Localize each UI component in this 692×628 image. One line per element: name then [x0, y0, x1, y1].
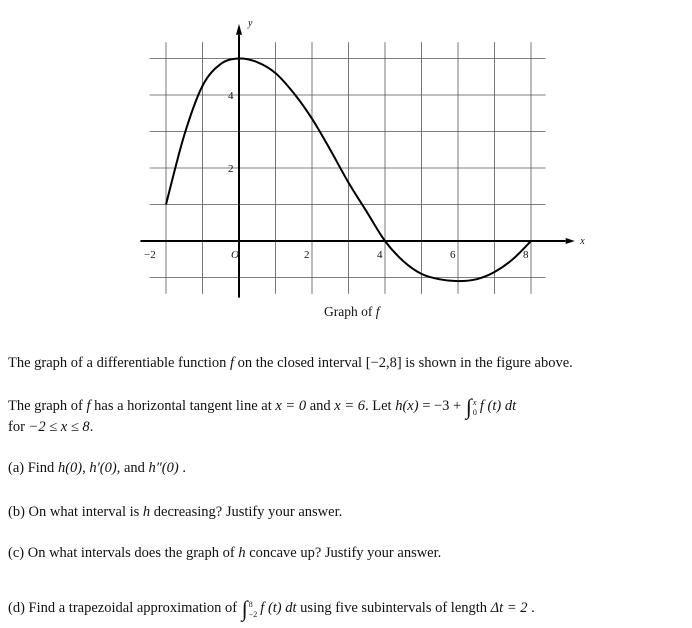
- integral-sign: ∫: [465, 394, 472, 419]
- y-tick-label: 2: [228, 163, 234, 175]
- grid: [150, 42, 546, 294]
- integral-limits: 8 −2: [248, 599, 258, 619]
- y-axis-label: y: [248, 17, 253, 29]
- problem-line-3: for −2 ≤ x ≤ 8.: [8, 419, 94, 435]
- part-b: (b) On what interval is h decreasing? Justify your answer.: [8, 504, 343, 520]
- part-d: (d) Find a trapezoidal approximation of ∫ 8 −2 f (t) dt using five subintervals of length Δt = 2 .: [8, 596, 535, 621]
- axes: [140, 24, 574, 298]
- integral-sign: ∫: [241, 596, 248, 621]
- graph-caption: Graph of f: [324, 304, 380, 319]
- x-tick-label: 4: [377, 249, 383, 261]
- part-a: (a) Find h(0), h′(0), and h″(0) .: [8, 460, 186, 476]
- x-tick-label: −2: [144, 249, 156, 261]
- part-c: (c) On what intervals does the graph of h concave up? Justify your answer.: [8, 545, 442, 561]
- x-axis-label: x: [580, 236, 585, 247]
- x-tick-label: 8: [523, 249, 529, 261]
- x-axis-arrow: [566, 238, 575, 244]
- x-tick-label: O: [231, 249, 239, 261]
- problem-line-2: The graph of f has a horizontal tangent line at x = 0 and x = 6. Let h(x) = −3 + ∫ x 0 f (t) dt: [8, 394, 517, 419]
- y-axis-arrow: [236, 24, 242, 35]
- x-tick-label: 6: [450, 249, 456, 261]
- problem-line-1: The graph of a differentiable function f on the closed interval [−2,8] is shown in the figure above.: [8, 355, 573, 371]
- x-tick-label: 2: [304, 249, 310, 261]
- integral-limits: x 0: [472, 397, 477, 417]
- y-tick-label: 4: [228, 90, 234, 102]
- tick-labels: [144, 18, 585, 261]
